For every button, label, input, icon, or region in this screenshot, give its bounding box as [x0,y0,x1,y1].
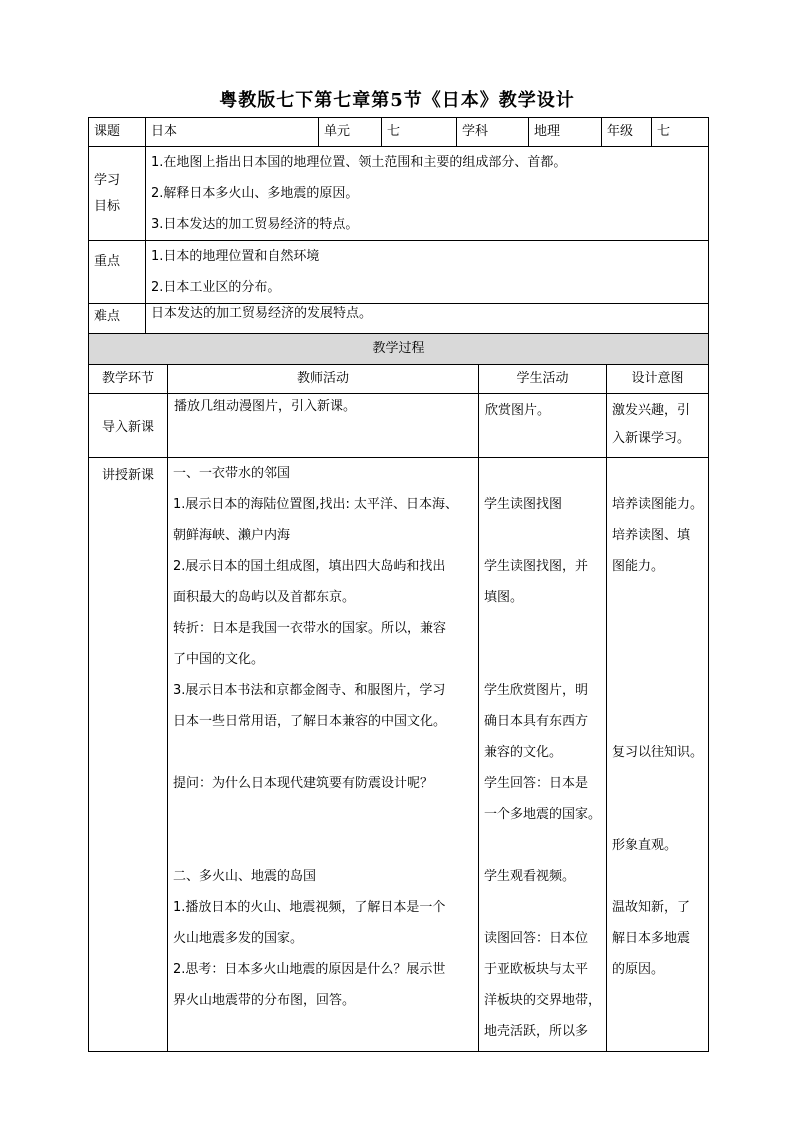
intent-line: 图能力。 [612,559,665,574]
student-line [484,613,601,644]
document-title: 粤教版七下第七章第5节《日本》教学设计 [219,90,575,111]
lecture-intent [607,458,709,1052]
teacher-line: 面积最大的岛屿以及首都东京。 [173,590,356,605]
teacher-line: 火山地震多发的国家。 [173,931,304,946]
intro-intent-line: 激发兴趣，引 [612,403,691,418]
grade-value: 七 [652,118,709,147]
student-line: 学生欣赏图片，明 [484,683,589,698]
intent-line [612,675,703,706]
header-teacher: 教师活动 [168,365,479,394]
lecture-teacher [168,458,479,1052]
objectives-label-line-2: 目标 [94,198,121,214]
process-section-header [89,334,709,365]
section-title: 教学过程 [89,334,709,365]
intro-intent-line: 入新课学习。 [612,431,691,446]
teacher-line: 了中国的文化。 [173,652,265,667]
student-line: 一个多地震的国家。 [484,807,602,822]
subject-label: 学科 [457,118,529,147]
teacher-line: 1.展示日本的海陆位置图,找出: 太平洋、日本海、 [173,497,459,512]
difficulty-label: 难点 [89,304,146,335]
intent-line [612,799,703,830]
teacher-line: 朝鲜海峡、濑户内海 [173,528,291,543]
teacher-line: 界火山地震带的分布图，回答。 [173,993,356,1008]
info-row-difficulty [89,304,709,335]
info-row-key-points [89,241,709,304]
key-content [146,241,709,304]
key-point-item: 2.日本工业区的分布。 [151,280,281,295]
teacher-line: 一、一衣带水的邻国 [173,466,291,481]
teacher-line: 提问：为什么日本现代建筑要有防震设计呢？ [173,776,434,791]
intro-stage: 导入新课 [89,394,168,458]
teacher-line: 3.展示日本书法和京都金阁寺、和服图片，学习 [173,683,446,698]
student-line: 读图回答：日本位 [484,931,589,946]
student-line: 学生回答：日本是 [484,776,589,791]
intent-line: 培养读图、填 [612,528,691,543]
student-line: 地壳活跃，所以多 [484,1024,589,1039]
objectives-label-line-1: 学习 [94,172,121,188]
intent-line [612,644,703,675]
grade-label: 年级 [602,118,652,147]
unit-value: 七 [382,118,457,147]
teacher-line [173,1016,473,1047]
student-line: 学生观看视频。 [484,869,576,884]
teacher-line: 转折：日本是我国一衣带水的国家。所以，兼容 [173,621,447,636]
header-student: 学生活动 [479,365,607,394]
intent-line: 的原因。 [612,962,665,977]
lecture-student [479,458,607,1052]
intro-student: 欣赏图片。 [479,394,607,458]
objective-item: 1.在地图上指出日本国的地理位置、领土范围和主要的组成部分、首都。 [151,155,567,170]
student-line [484,830,601,861]
teacher-line: 1.播放日本的火山、地震视频，了解日本是一个 [173,900,446,915]
teacher-line: 二、多火山、地震的岛国 [173,869,317,884]
student-line [484,644,601,675]
header-stage: 教学环节 [89,365,168,394]
student-line [484,458,601,489]
intent-line [612,582,703,613]
intent-line: 复习以往知识。 [612,745,704,760]
teacher-line: 2.展示日本的国土组成图，填出四大岛屿和找出 [173,559,446,574]
student-line [484,892,601,923]
student-line: 确日本具有东西方 [484,714,589,729]
subject-value: 地理 [529,118,602,147]
intent-line: 温故知新，了 [612,900,691,915]
objective-item: 3.日本发达的加工贸易经济的特点。 [151,217,359,232]
row-intro [89,394,709,458]
teacher-line [173,737,473,768]
process-table [88,333,709,1052]
teacher-line: 2.思考：日本多火山地震的原因是什么？展示世 [173,962,446,977]
row-lecture [89,458,709,1052]
intro-intent [607,394,709,458]
intent-line: 形象直观。 [612,838,678,853]
intent-line [612,985,703,1016]
info-row-topic [89,118,709,147]
intent-line: 解日本多地震 [612,931,691,946]
teacher-line: 日本一些日常用语，了解日本兼容的中国文化。 [173,714,447,729]
intent-line [612,706,703,737]
intro-teacher: 播放几组动漫图片，引入新课。 [168,394,479,458]
student-line: 兼容的文化。 [484,745,563,760]
key-label: 重点 [89,241,146,304]
info-row-objectives [89,147,709,241]
process-column-headers [89,365,709,394]
intent-line [612,861,703,892]
lecture-stage: 讲授新课 [89,458,168,1052]
topic-value: 日本 [146,118,319,147]
intent-line [612,768,703,799]
objective-item: 2.解释日本多火山、多地震的原因。 [151,186,359,201]
info-table [88,117,709,335]
student-line [484,520,601,551]
intent-line [612,458,703,489]
unit-label: 单元 [319,118,382,147]
header-intent: 设计意图 [607,365,709,394]
intent-line [612,1016,703,1047]
teacher-line [173,799,473,830]
student-line: 洋板块的交界地带， [484,993,602,1008]
teacher-line [173,830,473,861]
student-line: 学生读图找图 [484,497,563,512]
student-line: 填图。 [484,590,524,605]
key-point-item: 1.日本的地理位置和自然环境 [151,249,320,264]
intent-line: 培养读图能力。 [612,497,704,512]
student-line: 于亚欧板块与太平 [484,962,589,977]
intent-line [612,613,703,644]
difficulty-content: 日本发达的加工贸易经济的发展特点。 [146,304,709,335]
student-line: 学生读图找图，并 [484,559,589,574]
objectives-content [146,147,709,241]
objectives-label [89,147,146,241]
topic-label: 课题 [89,118,146,147]
